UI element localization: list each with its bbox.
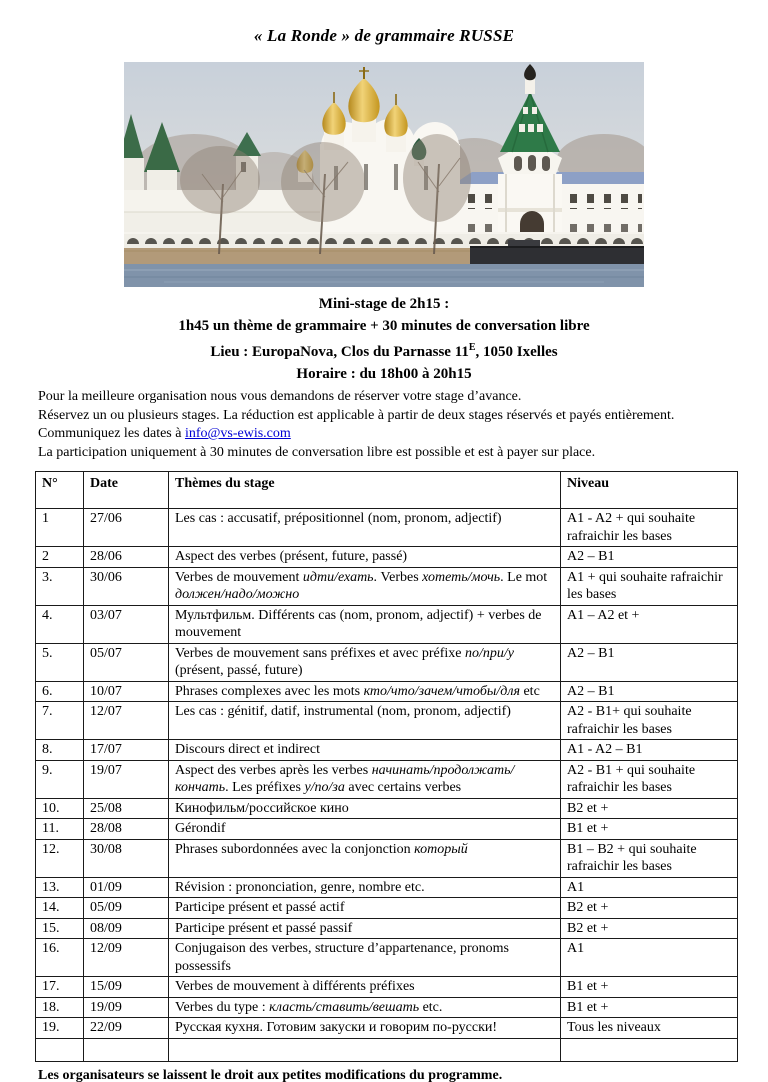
theme-cell <box>169 839 561 877</box>
page-title: « La Ronde » de grammaire RUSSE <box>253 26 515 45</box>
theme-text: etc <box>519 683 540 699</box>
row-number-cell: 15. <box>36 918 84 939</box>
table-row <box>36 547 738 568</box>
table-header-row <box>36 472 738 509</box>
theme-russian-italic: который <box>414 841 468 857</box>
date-cell: 10/07 <box>84 681 169 702</box>
theme-text: Aspect des verbes (présent, future, passé) <box>175 549 408 564</box>
date-cell: 03/07 <box>84 605 169 643</box>
date-cell: 19/09 <box>84 997 169 1018</box>
date-cell: 30/06 <box>84 567 169 605</box>
date-cell: 17/07 <box>84 740 169 761</box>
intro-line-format: 1h45 un thème de grammaire + 30 minutes de conversation libre <box>178 317 590 334</box>
table-row <box>36 898 738 919</box>
row-number-cell: 14. <box>36 898 84 919</box>
theme-russian-italic: кто/что/зачем/чтобы/для <box>363 683 520 699</box>
table-row <box>36 702 738 740</box>
row-number-cell: 4. <box>36 605 84 643</box>
niveau-cell: A2 – B1 <box>561 643 738 681</box>
paragraph-line-2 <box>38 407 726 444</box>
row-number-cell: 16. <box>36 939 84 977</box>
intro-line-lieu <box>0 337 768 364</box>
niveau-cell: A1 - A2 – B1 <box>561 740 738 761</box>
theme-cell <box>169 997 561 1018</box>
theme-text: Participe présent et passé actif <box>175 900 345 915</box>
niveau-cell: B1 – B2 + qui souhaite rafraichir les bases <box>561 839 738 877</box>
row-number-cell: 18. <box>36 997 84 1018</box>
table-row <box>36 977 738 998</box>
theme-cell <box>169 798 561 819</box>
paragraph-line-2-text: Réservez un ou plusieurs stages. La réduction est applicable à partir de deux stages réservés et payés entièrement. Communiquez les dates à <box>38 407 675 441</box>
intro-line-horaire: Horaire : du 18h00 à 20h15 <box>296 365 472 382</box>
niveau-cell: B2 et + <box>561 798 738 819</box>
theme-text: Русская кухня. Готовим закуски и говорим по-русски! <box>175 1020 498 1035</box>
niveau-cell: A1 – A2 et + <box>561 605 738 643</box>
table-row <box>36 509 738 547</box>
row-number-cell: 1 <box>36 509 84 547</box>
theme-text: Révision : prononciation, genre, nombre etc. <box>175 879 425 895</box>
table-row <box>36 605 738 643</box>
theme-text: Aspect des verbes après les verbes <box>175 762 372 778</box>
paragraph-line-1: Pour la meilleure organisation nous vous demandons de réserver votre stage d’avance. <box>38 389 522 404</box>
theme-cell <box>169 898 561 919</box>
date-cell: 25/08 <box>84 798 169 819</box>
theme-text: Verbes du type : <box>175 999 270 1015</box>
niveau-cell: B2 et + <box>561 898 738 919</box>
theme-cell <box>169 1038 561 1061</box>
row-number-cell: 2 <box>36 547 84 568</box>
theme-text: etc. <box>419 999 443 1015</box>
table-row <box>36 740 738 761</box>
table-row <box>36 839 738 877</box>
niveau-cell: A2 – B1 <box>561 681 738 702</box>
theme-cell <box>169 681 561 702</box>
theme-russian-italic: класть/ставить/вешать <box>269 999 420 1015</box>
date-cell: 05/07 <box>84 643 169 681</box>
row-number-cell <box>36 1038 84 1061</box>
date-cell: 05/09 <box>84 898 169 919</box>
stage-schedule-table <box>35 471 738 1062</box>
monastery-photo-illustration <box>124 62 644 287</box>
row-number-cell: 7. <box>36 702 84 740</box>
niveau-cell: A1 <box>561 939 738 977</box>
table-row <box>36 681 738 702</box>
row-number-cell: 19. <box>36 1018 84 1039</box>
intro-line-duration: Mini-stage de 2h15 : <box>318 296 450 312</box>
date-cell: 15/09 <box>84 977 169 998</box>
date-cell: 28/08 <box>84 819 169 840</box>
table-row <box>36 643 738 681</box>
date-cell: 08/09 <box>84 918 169 939</box>
date-cell: 22/09 <box>84 1018 169 1039</box>
niveau-cell: A1 + qui souhaite rafraichir les bases <box>561 567 738 605</box>
table-row <box>36 1038 738 1061</box>
theme-cell <box>169 1018 561 1039</box>
row-number-cell: 9. <box>36 760 84 798</box>
theme-russian-italic: по/при/у <box>465 645 514 661</box>
date-cell: 27/06 <box>84 509 169 547</box>
theme-cell <box>169 819 561 840</box>
reservation-paragraph <box>38 388 726 462</box>
theme-cell <box>169 877 561 898</box>
date-cell: 12/07 <box>84 702 169 740</box>
theme-cell <box>169 509 561 547</box>
niveau-cell: B2 et + <box>561 918 738 939</box>
niveau-cell: A2 - B1 + qui souhaite rafraichir les bases <box>561 760 738 798</box>
theme-text: Verbes de mouvement à différents préfixes <box>175 979 415 994</box>
theme-text: Les cas : génitif, datif, instrumental (nom, pronom, adjectif) <box>175 704 511 719</box>
lieu-suffix: , 1050 Ixelles <box>475 344 558 360</box>
table-row <box>36 760 738 798</box>
stage-table-body <box>36 509 738 1062</box>
theme-text: avec certains verbes <box>344 780 462 795</box>
theme-cell <box>169 702 561 740</box>
table-row <box>36 1018 738 1039</box>
date-cell: 30/08 <box>84 839 169 877</box>
row-number-cell: 12. <box>36 839 84 877</box>
date-cell: 01/09 <box>84 877 169 898</box>
monastery-photo <box>124 62 644 287</box>
theme-text: Conjugaison des verbes, structure d’appartenance, pronoms possessifs <box>175 941 509 974</box>
paragraph-line-3: La participation uniquement à 30 minutes de conversation libre est possible et est à payer sur place. <box>38 444 596 460</box>
row-number-cell: 17. <box>36 977 84 998</box>
theme-cell <box>169 760 561 798</box>
theme-text: Phrases complexes avec les mots <box>175 683 364 699</box>
theme-text: Participe présent et passé passif <box>175 920 353 936</box>
theme-cell <box>169 643 561 681</box>
footer-note: Les organisateurs se laissent le droit aux petites modifications du programme. <box>38 1067 503 1082</box>
row-number-cell: 10. <box>36 798 84 819</box>
row-number-cell: 8. <box>36 740 84 761</box>
row-number-cell: 13. <box>36 877 84 898</box>
theme-text: Gérondif <box>175 821 226 836</box>
theme-text: Phrases subordonnées avec la conjonction <box>175 841 415 857</box>
table-row <box>36 939 738 977</box>
theme-text: Verbes de mouvement sans préfixes et avec préfixe <box>175 645 465 661</box>
theme-cell <box>169 740 561 761</box>
row-number-cell: 6. <box>36 681 84 702</box>
theme-russian-italic: должен/надо/можно <box>175 587 300 602</box>
theme-russian-italic: начинать/продолжать/кончать <box>175 762 515 795</box>
theme-text: . Le mot <box>500 569 548 585</box>
theme-text: . Les préfixes <box>225 780 305 795</box>
niveau-cell: B1 et + <box>561 997 738 1018</box>
theme-text: Кинофильм/российское кино <box>175 800 349 816</box>
table-row <box>36 567 738 605</box>
theme-text: Les cas : accusatif, prépositionnel (nom, pronom, adjectif) <box>175 511 502 526</box>
theme-cell <box>169 605 561 643</box>
theme-cell <box>169 977 561 998</box>
table-row <box>36 798 738 819</box>
theme-russian-italic: идти/ехать <box>302 569 374 585</box>
intro-block <box>0 294 768 385</box>
row-number-cell: 5. <box>36 643 84 681</box>
niveau-cell: Tous les niveaux <box>561 1018 738 1039</box>
table-row <box>36 877 738 898</box>
row-number-cell: 11. <box>36 819 84 840</box>
niveau-cell: A1 - A2 + qui souhaite rafraichir les bases <box>561 509 738 547</box>
date-cell: 28/06 <box>84 547 169 568</box>
date-cell: 19/07 <box>84 760 169 798</box>
theme-text: . Verbes <box>373 569 423 585</box>
niveau-cell: A2 – B1 <box>561 547 738 568</box>
niveau-cell: A2 - B1+ qui souhaite rafraichir les bases <box>561 702 738 740</box>
theme-cell <box>169 547 561 568</box>
date-cell: 12/09 <box>84 939 169 977</box>
header-date: Date <box>84 472 169 509</box>
lieu-prefix: Lieu : EuropaNova, Clos du Parnasse 11 <box>210 344 469 360</box>
theme-cell <box>169 567 561 605</box>
header-number: N° <box>36 472 84 509</box>
header-niveau: Niveau <box>561 472 738 509</box>
email-link[interactable]: info@vs-ewis.com <box>184 426 291 441</box>
row-number-cell: 3. <box>36 567 84 605</box>
theme-cell <box>169 918 561 939</box>
theme-russian-italic: хотеть/мочь <box>422 569 501 585</box>
theme-text: (présent, passé, future) <box>175 663 303 678</box>
niveau-cell <box>561 1038 738 1061</box>
theme-text: Verbes de mouvement <box>175 569 303 585</box>
theme-text: Мультфильм. Différents cas (nom, pronom, adjectif) + verbes de mouvement <box>175 607 542 640</box>
niveau-cell: B1 et + <box>561 977 738 998</box>
header-theme: Thèmes du stage <box>169 472 561 509</box>
theme-text: Discours direct et indirect <box>175 742 321 757</box>
theme-cell <box>169 939 561 977</box>
lieu-superscript: E <box>468 342 476 353</box>
theme-russian-italic: у/по/за <box>304 780 345 795</box>
niveau-cell: A1 <box>561 877 738 898</box>
table-row <box>36 918 738 939</box>
niveau-cell: B1 et + <box>561 819 738 840</box>
date-cell <box>84 1038 169 1061</box>
table-row <box>36 819 738 840</box>
table-row <box>36 997 738 1018</box>
